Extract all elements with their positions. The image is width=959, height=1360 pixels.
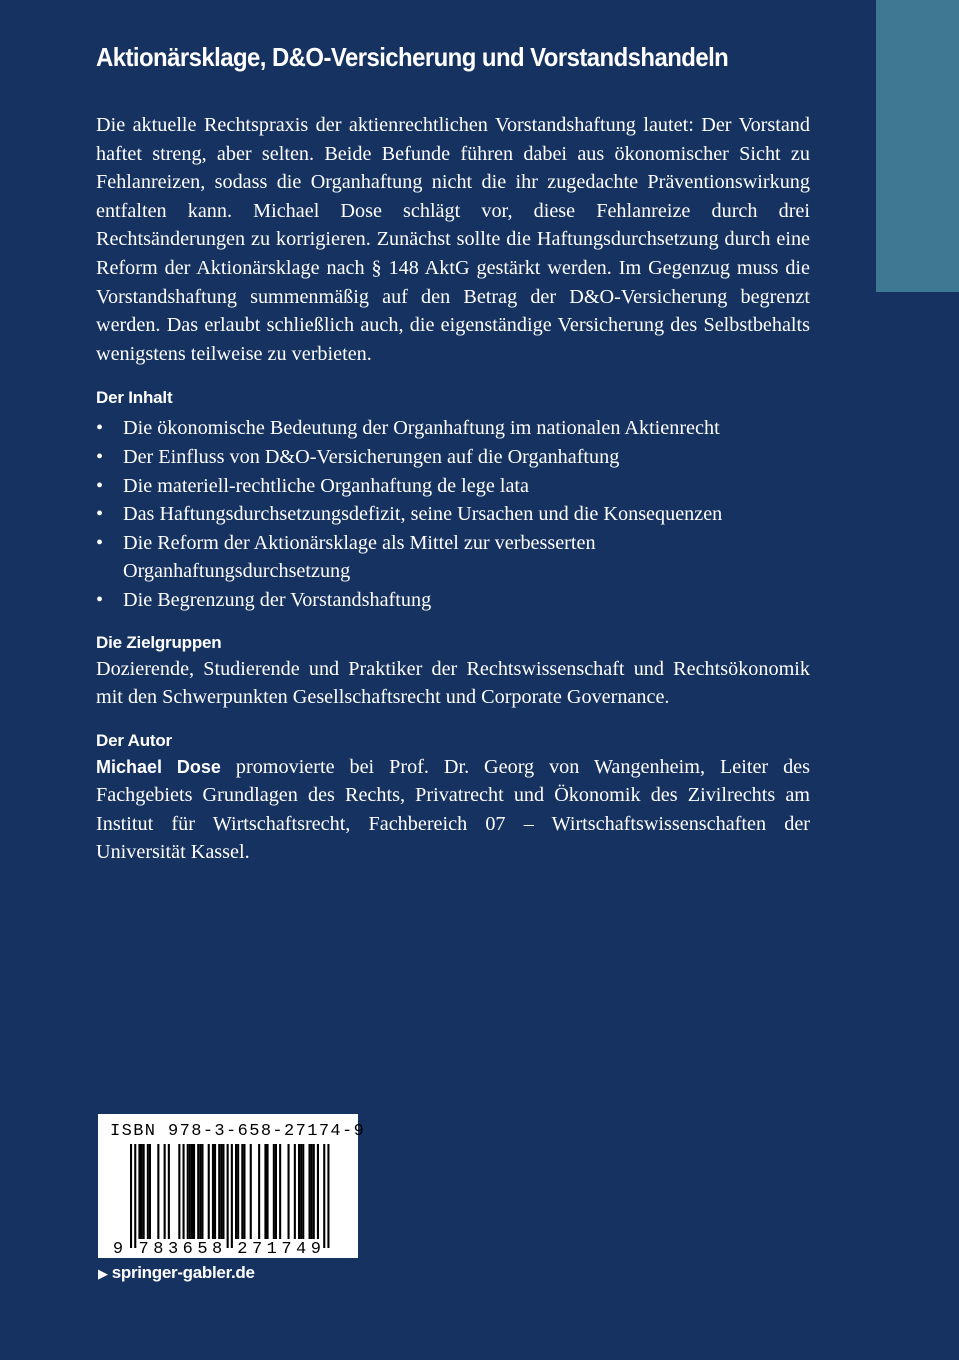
barcode-bar xyxy=(143,1144,145,1239)
isbn-label: ISBN 978-3-658-27174-9 xyxy=(110,1122,366,1141)
list-item xyxy=(96,472,723,501)
barcode-bar xyxy=(241,1144,243,1239)
list-item xyxy=(96,529,723,586)
publisher-website-link[interactable] xyxy=(98,1262,255,1285)
barcode-bar xyxy=(147,1144,149,1239)
isbn-barcode-box xyxy=(98,1114,366,1258)
barcode-bar xyxy=(168,1144,170,1239)
barcode-digit: 9 xyxy=(310,1240,321,1258)
barcode-bar xyxy=(208,1144,210,1239)
target-groups-text: Dozierende, Studierende und Praktiker der Rechtswissenschaft und Rechtsökonomik mit den Schwerpunkten Gesellschaftsrecht und Corporate Governance. xyxy=(96,657,810,709)
bullet-icon: • xyxy=(96,503,104,526)
barcode-bar xyxy=(237,1144,239,1239)
barcode-bar xyxy=(275,1144,277,1239)
barcode-bar xyxy=(149,1144,151,1239)
list-item-text: Der Einfluss von D&O-Versicherungen auf die Organhaftung xyxy=(123,445,620,468)
list-item xyxy=(96,414,723,443)
barcode-digit: 2 xyxy=(237,1240,248,1258)
barcode-digit: 1 xyxy=(266,1240,277,1258)
barcode-guard-bar xyxy=(134,1144,136,1248)
barcode-bar xyxy=(317,1144,319,1239)
bullet-icon: • xyxy=(96,588,104,611)
barcode-bar xyxy=(313,1144,315,1239)
list-item-text: Die Begrenzung der Vorstandshaftung xyxy=(123,588,432,611)
barcode-bar xyxy=(220,1144,222,1239)
barcode-bar xyxy=(212,1144,214,1239)
triangle-arrow-icon: ▶ xyxy=(98,1266,108,1281)
barcode-bar xyxy=(235,1144,237,1239)
author-heading: Der Autor xyxy=(96,730,172,750)
author-bio xyxy=(96,753,810,867)
list-item xyxy=(96,500,723,529)
barcode-digit: 3 xyxy=(167,1240,179,1258)
back-cover-text xyxy=(96,40,810,867)
barcode-bar xyxy=(199,1144,201,1239)
list-item-text: Das Haftungsdurchsetzungsdefizit, seine Ursachen und die Konsequenzen xyxy=(123,503,723,526)
author-name: Michael Dose xyxy=(96,756,221,777)
book-description: Die aktuelle Rechtspraxis der aktienrechtlichen Vorstandshaftung lautet: Der Vorstand haftet streng, aber selten. Beide Befunde führen dabei aus ökonomischer Sicht zu Fehlanreizen, sodass die Organhaftung nicht die ihr zugedachte Präventionswirkung entfalten kann. Michael Dose schlägt vor, diese Fehlanreize durch drei Rechtsänderungen zu korrigieren. Zunächst sollte die Haftungsdurchsetzung durch eine Reform der Aktionärsklage nach § 148 AktG gestärkt werden. Im Gegenzug muss die Vorstandshaftung summenmäßig auf den Betrag der D&O-Versicherung begrenzt werden. Das erlaubt schließlich auch, die eigenständige Versicherung des Selbstbehalts wenigstens teilweise zu verbieten. xyxy=(96,114,810,365)
barcode-digit: 7 xyxy=(251,1240,263,1258)
barcode-bar xyxy=(138,1144,140,1239)
author-bio-text: promovierte bei Prof. Dr. Georg von Wangenheim, Leiter des Fachgebiets Grundlagen des Rechts, Privatrecht und Ökonomik des Zivilrechts am Institut für Wirtschaftsrecht, Fachbereich 07 – Wirtschaftswissenschaften der Universität Kassel. xyxy=(96,755,810,864)
barcode-bar xyxy=(294,1144,296,1239)
barcode-digit: 8 xyxy=(153,1240,164,1258)
contents-heading: Der Inhalt xyxy=(96,388,173,408)
barcode-bar xyxy=(222,1144,224,1239)
barcode-bar xyxy=(258,1144,260,1239)
barcode-bar xyxy=(273,1144,275,1239)
barcode-bar xyxy=(288,1144,290,1239)
barcode-digit: 6 xyxy=(182,1240,193,1258)
barcode-digit: 7 xyxy=(138,1240,149,1258)
barcode-bar xyxy=(191,1144,193,1239)
book-title: Aktionärsklage, D&O-Versicherung und Vorstandshandeln xyxy=(96,42,729,72)
cover-color-tab xyxy=(876,0,959,292)
barcode-bar xyxy=(298,1144,300,1239)
barcode-bar xyxy=(157,1144,159,1239)
barcode-guard-bar xyxy=(130,1144,132,1248)
barcode-bar xyxy=(243,1144,245,1239)
barcode-bar xyxy=(197,1144,199,1239)
bullet-icon: • xyxy=(96,474,104,497)
barcode-bar xyxy=(300,1144,302,1239)
barcode-digit: 7 xyxy=(281,1240,292,1258)
barcode-bar xyxy=(164,1144,166,1239)
contents-list xyxy=(96,414,810,614)
barcode-bar xyxy=(311,1144,313,1239)
barcode-bar xyxy=(267,1144,269,1239)
barcode-bar xyxy=(183,1144,185,1239)
target-groups-heading: Die Zielgruppen xyxy=(96,632,222,652)
barcode-digit: 9 xyxy=(112,1240,124,1258)
barcode xyxy=(98,1114,358,1258)
barcode-bar xyxy=(141,1144,143,1239)
barcode-bar xyxy=(187,1144,189,1239)
bullet-icon: • xyxy=(96,417,104,440)
barcode-digit: 8 xyxy=(212,1240,223,1258)
barcode-bar xyxy=(201,1144,203,1239)
list-item-text: Die materiell-rechtliche Organhaftung de lege lata xyxy=(123,474,529,497)
bullet-icon: • xyxy=(96,531,104,554)
website-text: springer-gabler.de xyxy=(111,1263,255,1282)
list-item xyxy=(96,586,723,615)
barcode-bar xyxy=(309,1144,311,1239)
list-item xyxy=(96,443,723,472)
list-item-text: Die ökonomische Bedeutung der Organhaftung im nationalen Aktienrecht xyxy=(123,417,720,440)
barcode-bar xyxy=(193,1144,195,1239)
barcode-guard-bar xyxy=(231,1144,233,1248)
barcode-guard-bar xyxy=(327,1144,329,1248)
list-item-text: Die Reform der Aktionärsklage als Mittel zur verbesserten Organhaftungsdurchsetzung xyxy=(123,531,596,583)
bullet-icon: • xyxy=(96,445,104,468)
barcode-bar xyxy=(250,1144,252,1239)
barcode-bar xyxy=(302,1144,304,1239)
barcode-bar xyxy=(189,1144,191,1239)
barcode-bar xyxy=(264,1144,266,1239)
barcode-digit: 4 xyxy=(296,1240,307,1258)
barcode-guard-bar xyxy=(227,1144,229,1248)
barcode-bar xyxy=(214,1144,216,1239)
barcode-bar xyxy=(218,1144,220,1239)
barcode-digit: 5 xyxy=(197,1240,208,1258)
barcode-guard-bar xyxy=(323,1144,325,1248)
barcode-bar xyxy=(178,1144,180,1239)
barcode-bar xyxy=(279,1144,281,1239)
